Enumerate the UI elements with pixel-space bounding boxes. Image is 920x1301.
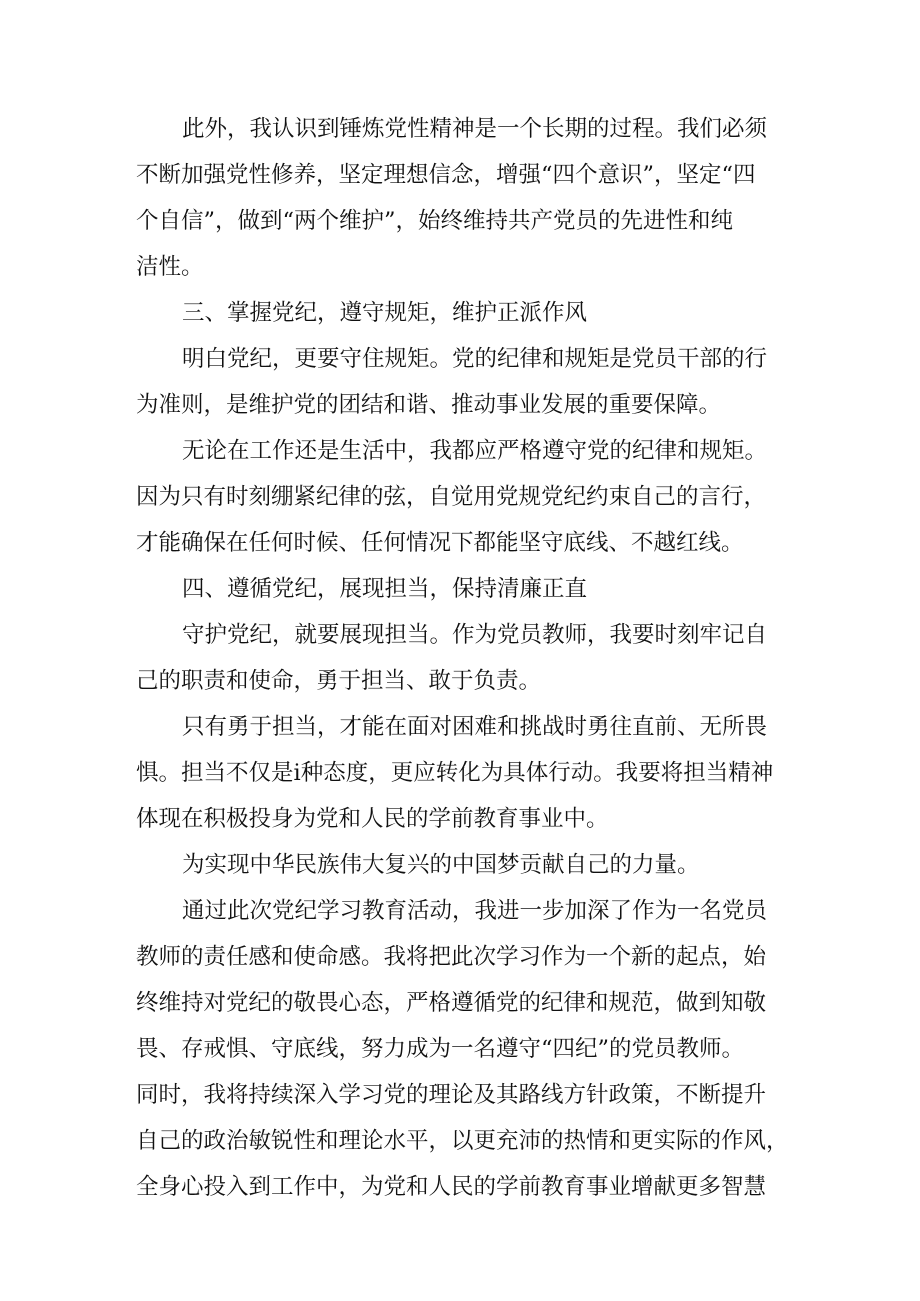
text-line: 只有勇于担当，才能在面对困难和挑战时勇往直前、无所畏 [182, 714, 768, 740]
text-line: 洁性。 [136, 254, 204, 280]
text-line: 己的职责和使命，勇于担当、敢于负责。 [136, 668, 542, 694]
text-line: 因为只有时刻绷紧纪律的弦，自觉用党规党纪约束自己的言行， [136, 484, 767, 510]
text-line: 才能确保在任何时候、任何情况下都能坚守底线、不越红线。 [136, 530, 744, 556]
text-line: 无论在工作还是生活中，我都应严格遵守党的纪律和规矩。 [182, 438, 768, 464]
text-line: 惧。担当不仅是i种态度，更应转化为具体行动。我要将担当精神 [136, 760, 774, 786]
text-line: 通过此次党纪学习教育活动，我进一步加深了作为一名党员 [182, 898, 768, 924]
text-line: 自己的政治敏锐性和理论水平，以更充沛的热情和更实际的作风， [136, 1128, 789, 1154]
text-line: 个自信”，做到“两个维护”，始终维持共产党员的先进性和纯 [136, 208, 734, 234]
text-line: 三、掌握党纪，遵守规矩，维护正派作风 [182, 300, 588, 326]
text-line: 教师的责任感和使命感。我将把此次学习作为一个新的起点，始 [136, 944, 767, 970]
document-body [136, 106, 789, 1210]
text-line: 畏、存戒惧、守底线，努力成为一名遵守“四纪”的党员教师。 [136, 1036, 745, 1062]
text-line: 全身心投入到工作中，为党和人民的学前教育事业增献更多智慧 [136, 1174, 767, 1200]
text-line: 为实现中华民族伟大复兴的中国梦贡献自己的力量。 [182, 852, 700, 878]
text-line: 体现在积极投身为党和人民的学前教育事业中。 [136, 806, 609, 832]
text-line: 同时，我将持续深入学习党的理论及其路线方针政策，不断提升 [136, 1082, 767, 1108]
text-line: 明白党纪，更要守住规矩。党的纪律和规矩是党员干部的行 [182, 346, 768, 372]
text-line: 四、遵循党纪，展现担当，保持清廉正直 [182, 576, 588, 602]
text-line: 此外，我认识到锤炼党性精神是一个长期的过程。我们必须 [182, 116, 768, 142]
text-line: 终维持对党纪的敬畏心态，严格遵循党的纪律和规范，做到知敬 [136, 990, 767, 1016]
text-line: 为准则，是维护党的团结和谐、推动事业发展的重要保障。 [136, 392, 722, 418]
text-line: 守护党纪，就要展现担当。作为党员教师，我要时刻牢记自 [182, 622, 768, 648]
text-line: 不断加强党性修养，坚定理想信念，增强“四个意识”，坚定“四 [136, 162, 756, 188]
